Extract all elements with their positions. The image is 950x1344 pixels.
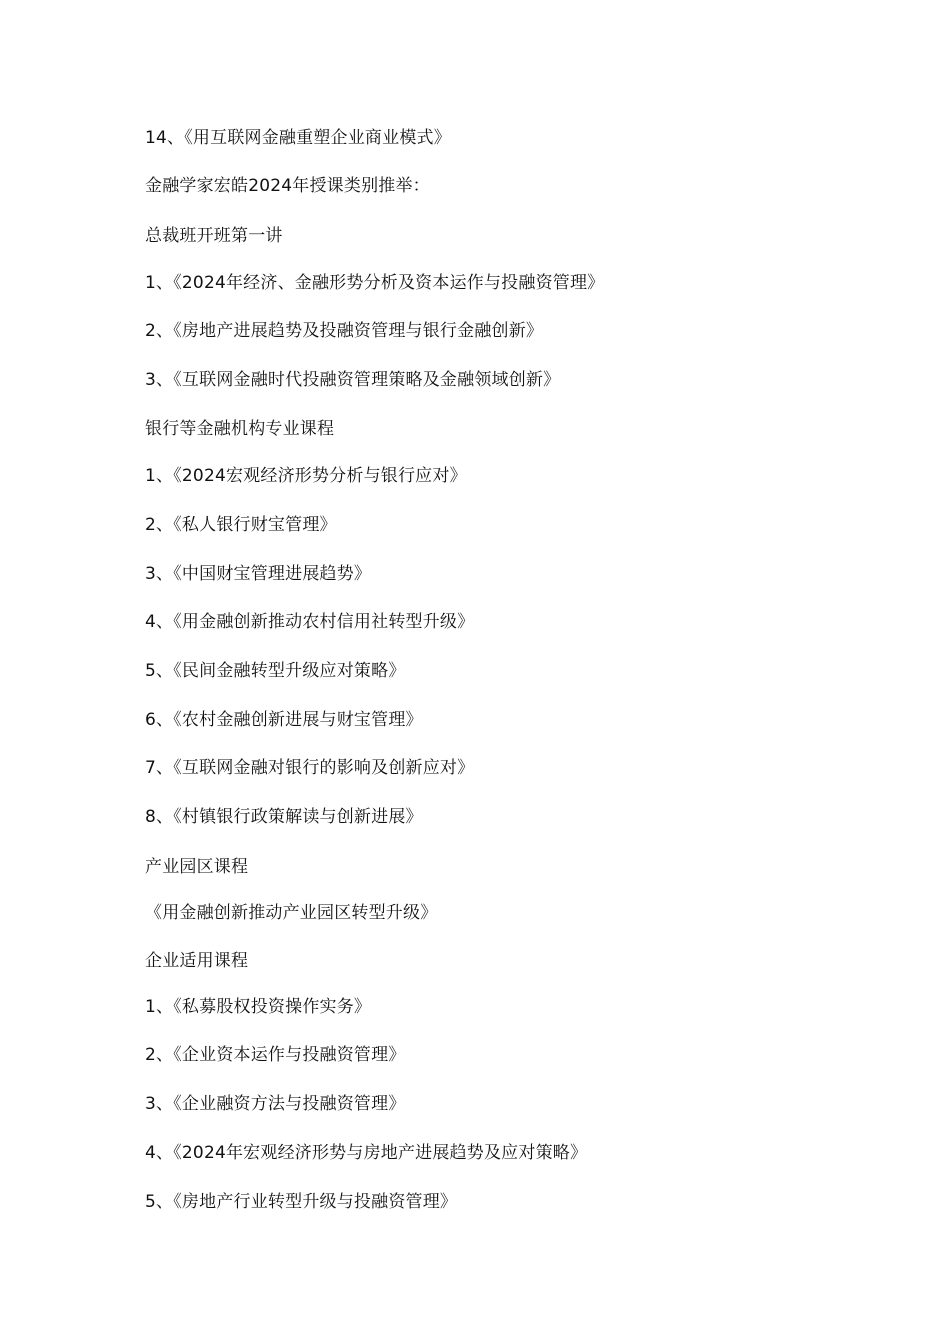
list-item: 8、《村镇银行政策解读与创新进展》 [145,807,423,827]
list-item: 4、《用金融创新推动农村信用社转型升级》 [145,612,475,632]
list-item: 5、《民间金融转型升级应对策略》 [145,661,406,681]
section-intro: 金融学家宏皓2024年授课类别推举： [145,176,430,196]
list-item: 7、《互联网金融对银行的影响及创新应对》 [145,758,475,778]
section-heading: 总裁班开班第一讲 [145,226,283,246]
list-item: 2、《企业资本运作与投融资管理》 [145,1045,406,1065]
list-item: 14、《用互联网金融重塑企业商业模式》 [145,128,451,148]
section-heading: 银行等金融机构专业课程 [145,419,335,439]
section-heading: 企业适用课程 [145,951,249,971]
list-item: 2、《私人银行财宝管理》 [145,515,337,535]
list-item: 3、《中国财宝管理进展趋势》 [145,564,372,584]
list-item: 1、《私募股权投资操作实务》 [145,997,372,1017]
list-item: 2、《房地产进展趋势及投融资管理与银行金融创新》 [145,321,544,341]
list-item: 1、《2024年经济、金融形势分析及资本运作与投融资管理》 [145,273,605,293]
list-item: 6、《农村金融创新进展与财宝管理》 [145,710,423,730]
list-item: 5、《房地产行业转型升级与投融资管理》 [145,1192,458,1212]
section-heading: 产业园区课程 [145,857,249,877]
list-item: 1、《2024宏观经济形势分析与银行应对》 [145,466,467,486]
list-item: 3、《互联网金融时代投融资管理策略及金融领域创新》 [145,370,561,390]
list-item: 4、《2024年宏观经济形势与房地产进展趋势及应对策略》 [145,1143,588,1163]
list-item: 《用金融创新推动产业园区转型升级》 [145,903,438,923]
list-item: 3、《企业融资方法与投融资管理》 [145,1094,406,1114]
